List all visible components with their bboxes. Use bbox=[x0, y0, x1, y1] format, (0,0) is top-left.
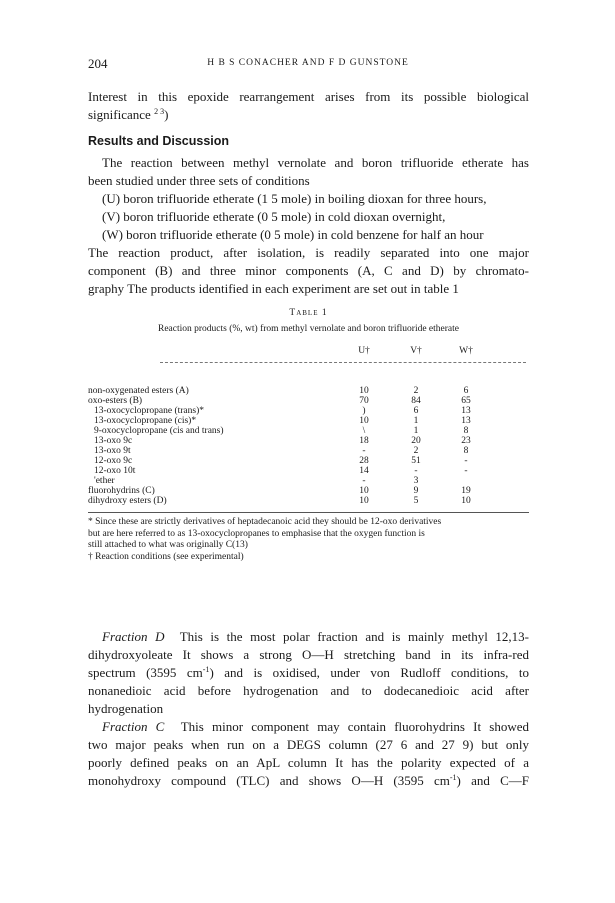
table-label: Table 1 bbox=[289, 308, 328, 318]
intro-line-2-text: significance bbox=[88, 107, 151, 122]
footnote-dagger: † Reaction conditions (see experimental) bbox=[88, 551, 244, 562]
table-row bbox=[88, 426, 529, 436]
cell-v: 6 bbox=[413, 406, 419, 416]
table-row bbox=[88, 406, 529, 416]
column-header-v: V† bbox=[410, 346, 422, 356]
cell-v: - bbox=[414, 466, 418, 476]
table-footnotes bbox=[88, 517, 529, 563]
cell-v: 5 bbox=[413, 496, 419, 506]
cell-u: - bbox=[362, 476, 366, 486]
cell-u: 28 bbox=[359, 456, 369, 466]
para-2-line-3: graphy The products identified in each experiment are set out in table 1 bbox=[88, 281, 459, 296]
intro-refs: 2 3 bbox=[154, 107, 165, 116]
table-header-rule bbox=[160, 362, 526, 363]
cell-u: 18 bbox=[359, 436, 369, 446]
table-row bbox=[88, 466, 529, 476]
table-row bbox=[88, 486, 529, 496]
row-label: oxo-esters (B) bbox=[88, 396, 143, 406]
table-header-row bbox=[88, 346, 529, 356]
fraction-c-line-1 bbox=[88, 718, 529, 736]
fraction-c-line-3: poorly defined peaks on an ApL column It has the polarity expected of a bbox=[88, 755, 529, 770]
cell-w: 19 bbox=[461, 486, 471, 496]
fraction-d-title: Fraction D bbox=[102, 629, 165, 644]
row-label: 12-oxo 9c bbox=[94, 456, 133, 466]
cell-v: 84 bbox=[411, 396, 421, 406]
row-label: dihydroxy esters (D) bbox=[88, 496, 167, 506]
table-caption: Reaction products (%, wt) from methyl vernolate and boron trifluoride etherate bbox=[158, 324, 459, 334]
fraction-c-title: Fraction C bbox=[102, 719, 165, 734]
fraction-d-line-2: dihydroxyoleate It shows a strong O—H stretching band in its infra-red bbox=[88, 647, 529, 662]
fraction-c-sup: -1 bbox=[449, 773, 457, 782]
cell-u: \ bbox=[362, 426, 366, 436]
row-label: non-oxygenated esters (A) bbox=[88, 386, 189, 396]
intro-line-1: Interest in this epoxide rearrangement arises from its possible biological bbox=[88, 89, 529, 104]
cell-w: 23 bbox=[461, 436, 471, 446]
cell-w: 10 bbox=[461, 496, 471, 506]
para-1-line-1: The reaction between methyl vernolate and boron trifluoride etherate has bbox=[102, 155, 529, 170]
intro-paragraph bbox=[88, 88, 529, 124]
running-header-authors: H B S CONACHER AND F D GUNSTONE bbox=[207, 58, 409, 68]
fraction-c-text-4a: monohydroxy compound (TLC) and shows O—H (3595 cm bbox=[88, 773, 450, 788]
table-row bbox=[88, 386, 529, 396]
row-label: 13-oxocyclopropane (trans)* bbox=[94, 406, 205, 416]
cell-w: 8 bbox=[463, 426, 469, 436]
fraction-d-line-4: nonanedioic acid before hydrogenation and to dodecanedioic acid after bbox=[88, 683, 529, 698]
cell-u: 70 bbox=[359, 396, 369, 406]
cell-v: 2 bbox=[413, 446, 419, 456]
cell-u: 10 bbox=[359, 416, 369, 426]
fraction-d-line-5: hydrogenation bbox=[88, 701, 164, 716]
condition-u: (U) boron trifluoride etherate (1 5 mole) in boiling dioxan for three hours, bbox=[102, 191, 487, 206]
row-label: 9-oxocyclopropane (cis and trans) bbox=[94, 426, 224, 436]
table-row bbox=[88, 436, 529, 446]
fraction-d-sup: -1 bbox=[202, 665, 210, 674]
cell-v: 1 bbox=[413, 416, 419, 426]
table-bottom-rule bbox=[88, 512, 529, 513]
para-2-line-1: The reaction product, after isolation, is readily separated into one major bbox=[88, 245, 529, 260]
fraction-d-line-3 bbox=[88, 664, 529, 682]
cell-w: - bbox=[464, 466, 468, 476]
row-label: fluorohydrins (C) bbox=[88, 486, 155, 496]
footnote-star-2: but are here referred to as 13-oxocyclopropanes to emphasise that the oxygen function is bbox=[88, 528, 425, 539]
column-header-u: U† bbox=[358, 346, 370, 356]
cell-v: 3 bbox=[413, 476, 419, 486]
cell-v: 20 bbox=[411, 436, 421, 446]
cell-u: 14 bbox=[359, 466, 369, 476]
para-1 bbox=[88, 154, 529, 298]
running-header bbox=[88, 56, 528, 72]
intro-line-2 bbox=[88, 106, 529, 124]
table-row bbox=[88, 396, 529, 406]
cell-w: 6 bbox=[463, 386, 469, 396]
results-table-body bbox=[88, 386, 529, 506]
cell-w: 65 bbox=[461, 396, 471, 406]
fraction-d-paragraph bbox=[88, 628, 529, 790]
fraction-d-text-3b: ) and is oxidised, under von Rudloff conditions, to bbox=[209, 665, 529, 680]
table-row bbox=[88, 456, 529, 466]
condition-v: (V) boron trifluoride etherate (0 5 mole) in cold dioxan overnight, bbox=[102, 209, 446, 224]
para-1-line-2: been studied under three sets of conditions bbox=[88, 173, 310, 188]
condition-w: (W) boron trifluoride etherate (0 5 mole) in cold benzene for half an hour bbox=[102, 227, 484, 242]
table-row bbox=[88, 446, 529, 456]
fraction-d-text-3a: spectrum (3595 cm bbox=[88, 665, 203, 680]
column-header-w: W† bbox=[459, 346, 473, 356]
row-label: 'ether bbox=[94, 476, 115, 486]
para-2-line-2: component (B) and three minor components (A, C and D) by chromato- bbox=[88, 263, 529, 278]
row-label: 13-oxocyclopropane (cis)* bbox=[94, 416, 197, 426]
cell-w: 13 bbox=[461, 416, 471, 426]
cell-v: 9 bbox=[413, 486, 419, 496]
cell-u: ) bbox=[362, 406, 366, 416]
cell-u: 10 bbox=[359, 386, 369, 396]
cell-w: 8 bbox=[463, 446, 469, 456]
cell-w: 13 bbox=[461, 406, 471, 416]
fraction-d-line-1 bbox=[88, 628, 529, 646]
row-label: 12-oxo 10t bbox=[94, 466, 136, 476]
table-row bbox=[88, 496, 529, 506]
row-label: 13-oxo 9t bbox=[94, 446, 131, 456]
cell-v: 1 bbox=[413, 426, 419, 436]
fraction-c-text-4b: ) and C—F bbox=[456, 773, 529, 788]
page-number: 204 bbox=[88, 56, 108, 71]
cell-w: - bbox=[464, 456, 468, 466]
fraction-d-text-1: This is the most polar fraction and is mainly methyl 12,13- bbox=[179, 629, 529, 644]
section-heading: Results and Discussion bbox=[88, 134, 230, 148]
table-row bbox=[88, 476, 529, 486]
cell-v: 51 bbox=[411, 456, 421, 466]
cell-u: - bbox=[362, 446, 366, 456]
footnote-star-3: still attached to what was originally C(13) bbox=[88, 540, 248, 550]
footnote-star-1: * Since these are strictly derivatives of heptadecanoic acid they should be 12-oxo derivatives bbox=[88, 517, 442, 527]
fraction-c-line-4 bbox=[88, 772, 529, 790]
row-label: 13-oxo 9c bbox=[94, 436, 133, 446]
fraction-c-line-2: two major peaks when run on a DEGS column (27 6 and 27 9) but only bbox=[88, 737, 529, 752]
fraction-c-text-1: This minor component may contain fluorohydrins It showed bbox=[180, 719, 530, 734]
intro-line-2-end: ) bbox=[164, 107, 169, 122]
cell-v: 2 bbox=[413, 386, 419, 396]
cell-u: 10 bbox=[359, 486, 369, 496]
cell-u: 10 bbox=[359, 496, 369, 506]
table-row bbox=[88, 416, 529, 426]
